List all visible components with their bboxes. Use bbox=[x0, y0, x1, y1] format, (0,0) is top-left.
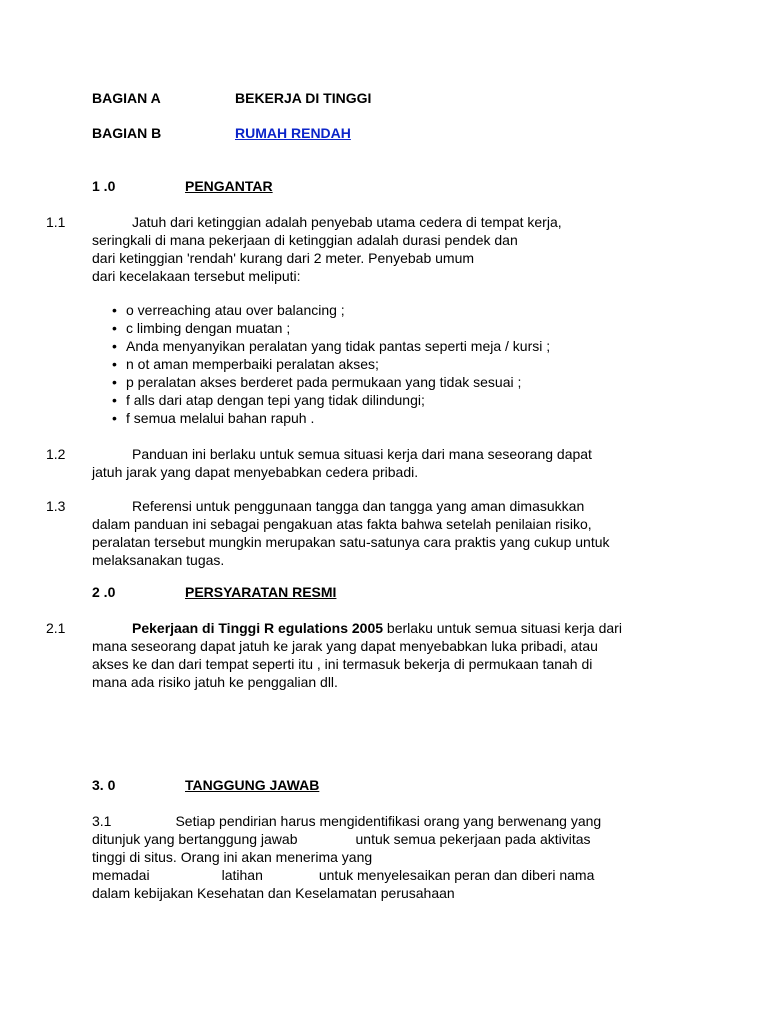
list-item: • n ot aman memperbaiki peralatan akses; bbox=[112, 355, 550, 373]
para-2-1-line: mana ada risiko jatuh ke penggalian dll. bbox=[92, 674, 338, 690]
para-1-1-line: Jatuh dari ketinggian adalah penyebab utama cedera di tempat kerja, bbox=[132, 214, 562, 230]
para-3-1-number: 3.1 bbox=[92, 813, 112, 829]
para-2-1-number: 2.1 bbox=[46, 620, 66, 636]
para-2-1 bbox=[92, 619, 692, 691]
para-3-1-line: dalam kebijakan Kesehatan dan Keselamatan perusahaan bbox=[92, 885, 455, 901]
list-item: • c limbing dengan muatan ; bbox=[112, 319, 550, 337]
para-1-1-line: seringkali di mana pekerjaan di ketinggian adalah durasi pendek dan bbox=[92, 232, 518, 248]
para-1-3-line: melaksanakan tugas. bbox=[92, 552, 225, 568]
para-3-1-line-4 bbox=[92, 866, 692, 884]
para-2-1-line: akses ke dan dari tempat seperti itu , ini termasuk bekerja di permukaan tanah di bbox=[92, 656, 593, 672]
para-1-2-line: Panduan ini berlaku untuk semua situasi kerja dari mana seseorang dapat bbox=[132, 446, 592, 462]
list-item: • p peralatan akses berderet pada permukaan yang tidak sesuai ; bbox=[112, 373, 550, 391]
list-item: • o verreaching atau over balancing ; bbox=[112, 301, 550, 319]
section-2-title: PERSYARATAN RESMI bbox=[185, 584, 337, 600]
para-3-1-segment: memadai bbox=[92, 867, 150, 883]
para-1-2-line: jatuh jarak yang dapat menyebabkan cedera pribadi. bbox=[92, 464, 419, 480]
section-2-number: 2 .0 bbox=[92, 584, 116, 600]
section-1-number: 1 .0 bbox=[92, 178, 116, 194]
para-1-2-number: 1.2 bbox=[46, 446, 66, 462]
para-1-3-line: dalam panduan ini sebagai pengakuan atas fakta bahwa setelah penilaian risiko, bbox=[92, 516, 592, 532]
para-1-3-line: peralatan tersebut mungkin merupakan satu-satunya cara praktis yang cukup untuk bbox=[92, 534, 610, 550]
para-3-1-first-line bbox=[92, 812, 692, 830]
section-1-title: PENGANTAR bbox=[185, 178, 273, 194]
para-3-1-segment: untuk semua pekerjaan pada aktivitas bbox=[355, 831, 591, 847]
para-3-1-line-2 bbox=[92, 830, 692, 848]
para-1-1 bbox=[92, 213, 692, 285]
para-2-1-line: mana seseorang dapat jatuh ke jarak yang dapat menyebabkan luka pribadi, atau bbox=[92, 638, 598, 654]
para-1-3 bbox=[92, 497, 692, 569]
hazard-list bbox=[112, 301, 550, 427]
part-a-label: BAGIAN A bbox=[92, 90, 161, 106]
para-3-1-line: tinggi di situs. Orang ini akan menerima yang bbox=[92, 849, 373, 865]
part-a-title: BEKERJA DI TINGGI bbox=[235, 90, 372, 106]
para-1-1-line: dari ketinggian 'rendah' kurang dari 2 meter. Penyebab umum bbox=[92, 250, 475, 266]
para-1-3-line: Referensi untuk penggunaan tangga dan tangga yang aman dimasukkan bbox=[132, 498, 585, 514]
section-3-number: 3. 0 bbox=[92, 777, 116, 793]
para-3-1 bbox=[92, 812, 692, 902]
part-b-link[interactable]: RUMAH RENDAH bbox=[235, 125, 351, 141]
para-3-1-segment: latihan bbox=[221, 867, 263, 883]
para-3-1-segment: untuk menyelesaikan peran dan diberi nama bbox=[318, 867, 595, 883]
para-1-2 bbox=[92, 445, 692, 481]
list-item: • f alls dari atap dengan tepi yang tidak dilindungi; bbox=[112, 391, 550, 409]
list-item: • Anda menyanyikan peralatan yang tidak pantas seperti meja / kursi ; bbox=[112, 337, 550, 355]
para-2-1-first-rest: berlaku untuk semua situasi kerja dari bbox=[383, 620, 622, 636]
para-1-1-number: 1.1 bbox=[46, 214, 66, 230]
para-3-1-segment: ditunjuk yang bertanggung jawab bbox=[92, 831, 298, 847]
para-1-1-line: dari kecelakaan tersebut meliputi: bbox=[92, 268, 301, 284]
para-3-1-line: Setiap pendirian harus mengidentifikasi orang yang berwenang yang bbox=[175, 813, 602, 829]
part-b-label: BAGIAN B bbox=[92, 125, 162, 141]
regulation-name: Pekerjaan di Tinggi R egulations 2005 bbox=[132, 620, 384, 636]
section-3-title: TANGGUNG JAWAB bbox=[185, 777, 320, 793]
para-2-1-first-line bbox=[92, 619, 692, 637]
para-1-3-number: 1.3 bbox=[46, 498, 66, 514]
list-item: • f semua melalui bahan rapuh . bbox=[112, 409, 550, 427]
